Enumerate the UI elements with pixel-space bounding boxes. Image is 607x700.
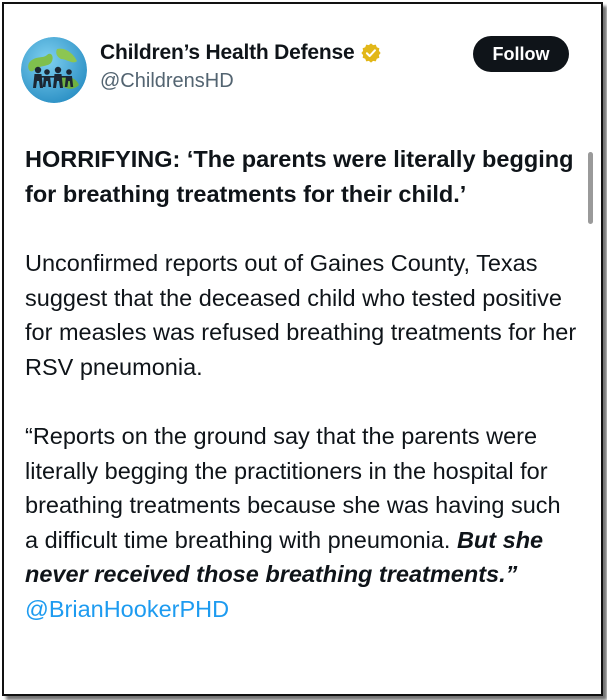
tweet-headline: HORRIFYING: ‘The parents were literally begging for breathing treatments for their child.’ (25, 146, 574, 207)
tweet-quote-paragraph (25, 419, 580, 626)
tweet-card (2, 2, 603, 696)
quote-emphasis: But she never received those breathing treatments.” (25, 526, 544, 587)
scrollbar-thumb[interactable] (588, 152, 593, 224)
globe-family-logo-icon (21, 37, 87, 103)
author-handle[interactable]: @ChildrensHD (100, 70, 234, 92)
avatar[interactable] (21, 37, 87, 103)
gold-verified-badge-icon (360, 42, 382, 64)
author-display-name[interactable]: Children’s Health Defense (100, 41, 355, 64)
tweet-paragraph: Unconfirmed reports out of Gaines County, Texas suggest that the deceased child who tested positive for measles was refused breathing treatments for her RSV pneumonia. (25, 250, 577, 380)
follow-button[interactable]: Follow (473, 36, 569, 72)
quote-text: “Reports on the ground say that the parents were literally begging the practitioners in the hospital for breathing treatments because she was having such a difficult time breathing with pneumonia. (25, 423, 561, 553)
mention-link[interactable]: @BrianHookerPHD (25, 595, 230, 622)
tweet-text (25, 142, 580, 626)
author-name-row[interactable] (100, 41, 382, 65)
